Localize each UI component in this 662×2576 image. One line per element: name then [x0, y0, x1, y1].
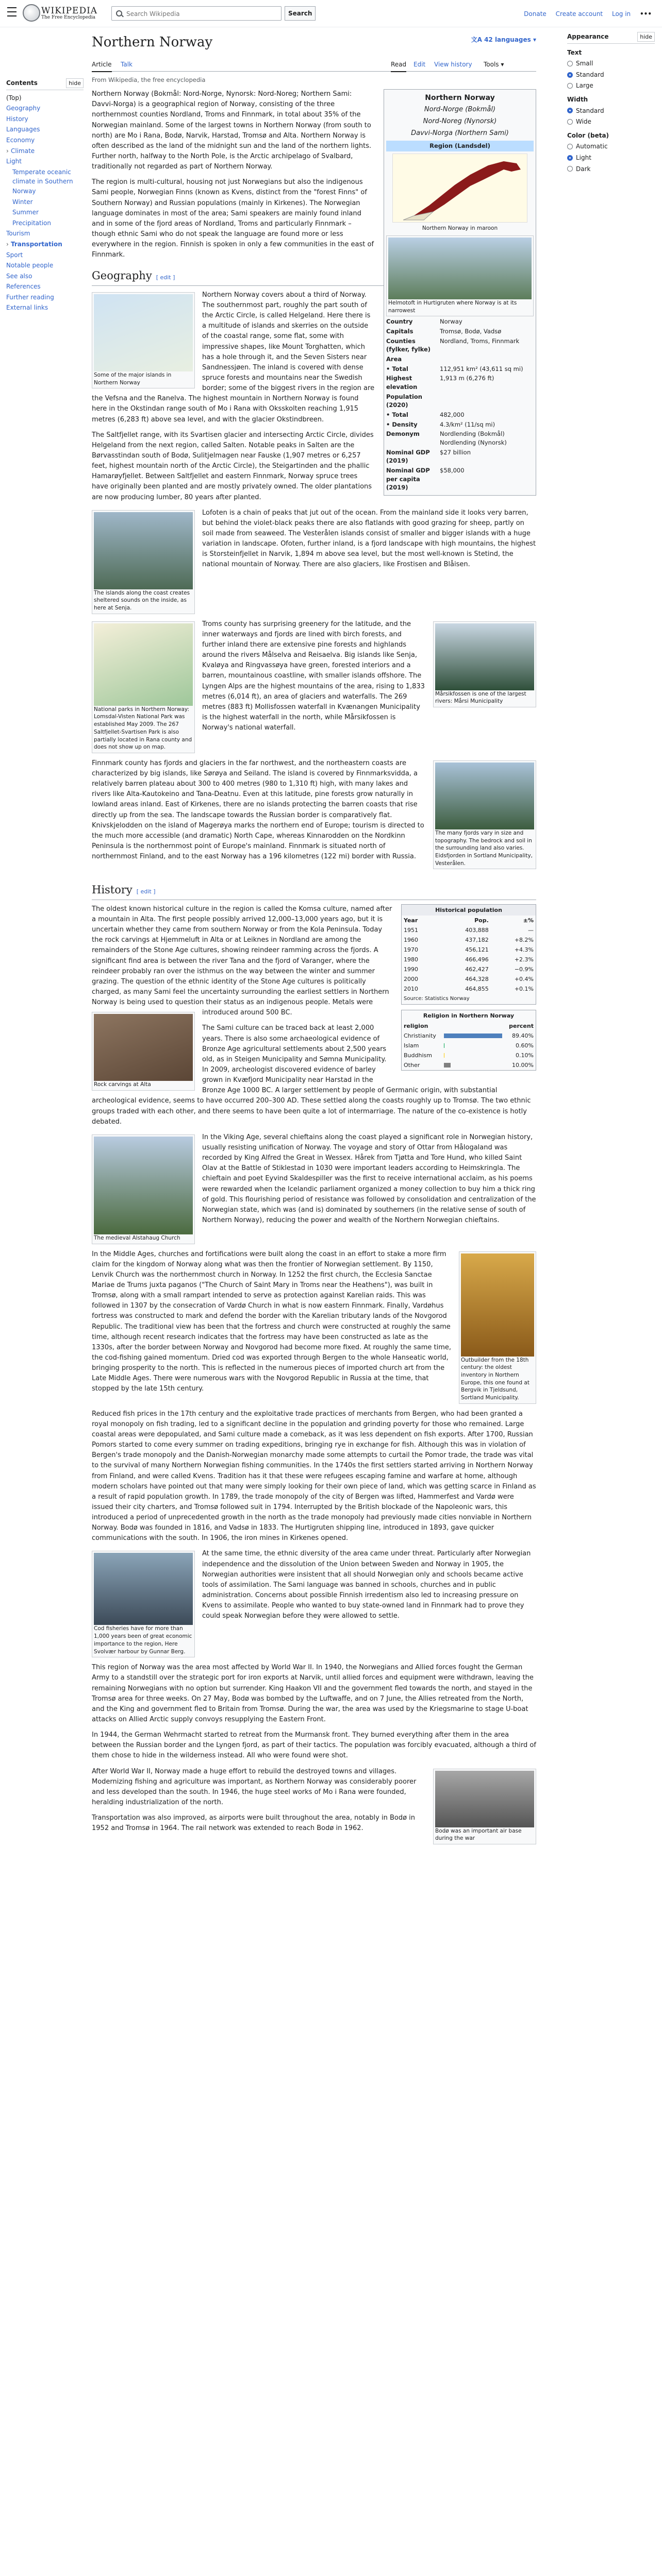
- population-row: [402, 945, 536, 955]
- main-menu-icon[interactable]: [7, 7, 16, 16]
- appearance-option[interactable]: [567, 117, 655, 127]
- infobox-key: Counties (fylker, fylke): [386, 337, 431, 353]
- infobox-title: Northern Norway: [425, 94, 495, 103]
- infobox-rows: [386, 317, 534, 492]
- appearance-option-label: Light: [576, 154, 591, 161]
- tab-article[interactable]: Article: [92, 60, 112, 72]
- infobox-key: Population (2020): [386, 393, 422, 409]
- population-row: [402, 935, 536, 945]
- infobox-row: [386, 466, 534, 492]
- history-paragraph-3: In the Viking Age, several chieftains along the coast played a significant role in Norwegian history, usually resisting unification of Norway. The voyage and story of Ottar from Hålogaland was recorded by King Alfred the Great in Wessex. Hårek from Tjøtta and Tore Hund, who killed Saint Olav at the Battle of Stiklestad in 1030 were important leaders according to Heimskringla. The chieftain and poet Eyvind Skaldespiller was the first to receive international acclaim, as his poems were rewarded when the Icelandic parliament organized a money collection to buy him a thick ring of gold. This flourishing period of resistance was followed by consolidation and centralization of the Norwegian state, which was (and is) dominated by southerners (in the relative sense of south of Northern Norway), reducing the power and wealth of the Northern Norwegian chieftains.: [202, 1133, 536, 1224]
- population-row: [402, 925, 536, 935]
- toc-item-label: Economy: [6, 136, 35, 144]
- wikipedia-globe-logo[interactable]: [23, 4, 40, 22]
- religion-percent: 10.00%: [512, 1062, 534, 1069]
- population-cell: 462,427: [465, 966, 489, 973]
- population-cell: +4.3%: [514, 946, 534, 954]
- geography-title: Geography: [92, 269, 152, 282]
- thumb-caption: National parks in Northern Norway: Lomsdal-Visten National Park was established May 2009. The 267 Saltfjellet-Svartisen Park is also partially located in Rana county and does not show up on map.: [94, 706, 192, 751]
- infobox-key: Area: [386, 355, 402, 363]
- population-row: [402, 974, 536, 984]
- population-cell: 1980: [404, 956, 418, 963]
- religion-name: Other: [404, 1062, 420, 1069]
- infobox-value: Nordland, Troms, Finnmark: [440, 337, 520, 345]
- infobox-key: Country: [386, 318, 413, 326]
- tools-label: Tools: [484, 61, 499, 69]
- toc-item[interactable]: [6, 135, 84, 145]
- toc-item[interactable]: [6, 293, 84, 302]
- religion-percent: 0.10%: [516, 1052, 534, 1059]
- appearance-panel: [567, 32, 655, 175]
- radio-icon[interactable]: [567, 166, 573, 172]
- appearance-option[interactable]: [567, 81, 655, 91]
- geography-paragraph-2: The Saltfjellet range, with its Svartisen glacier and intersecting Arctic Circle, divides Helgeland from the next region, called Salten. Notable peaks in Salten are the Børvasstindan south of Bodø, Sulitjelmagen near Fauske (1,907 metres or 6,257 feet, highest mountain north of the Arctic Circle), the Steigartinden and the phallic Hamarøyfjellet. Between Saltfjellet and eastern Finnmark, Norway spruce trees have originally been planted and are mostly privately owned. The older plantations are now producing lumber, 80 years after planted.: [92, 431, 374, 501]
- religion-name: Buddhism: [404, 1052, 432, 1059]
- toc-title: Contents: [6, 79, 38, 87]
- thumb-caption: Rock carvings at Alta: [94, 1081, 151, 1088]
- infobox-row: [386, 327, 534, 336]
- tab-tools[interactable]: Tools ▾: [484, 61, 504, 69]
- toc-item-label: Temperate oceanic climate in Southern Norway: [12, 168, 73, 195]
- appearance-option[interactable]: [567, 164, 655, 174]
- from-wikipedia: From Wikipedia, the free encyclopedia: [92, 76, 206, 84]
- toc-item-label: Summer: [12, 209, 39, 216]
- thumb-coast-islands[interactable]: [92, 510, 195, 614]
- personal-tools: [517, 9, 652, 19]
- population-col: ±%: [523, 917, 534, 924]
- toc-item-label: Winter: [12, 198, 33, 206]
- infobox-value: [440, 393, 534, 410]
- infobox-row: [386, 337, 534, 354]
- header: [0, 0, 662, 27]
- thumb-alstahaug-church[interactable]: [92, 1134, 195, 1244]
- toc-item[interactable]: [12, 197, 84, 207]
- religion-bar: [444, 1063, 451, 1067]
- thumb-fjords[interactable]: [433, 760, 536, 869]
- search-icon: [116, 10, 122, 16]
- tab-edit[interactable]: Edit: [413, 61, 426, 69]
- infobox-value: 112,951 km² (43,611 sq mi): [440, 365, 523, 372]
- population-cell: 1951: [404, 926, 418, 934]
- religion-row: [402, 1050, 536, 1060]
- appearance-option-label: Automatic: [576, 143, 608, 150]
- appearance-header: [567, 32, 655, 44]
- population-cell: 437,182: [465, 937, 489, 944]
- toc-item[interactable]: [12, 208, 84, 217]
- infobox-value: 482,000: [440, 411, 465, 418]
- infobox-value: 4.3/km² (11/sq mi): [440, 420, 495, 428]
- infobox-row: [386, 420, 534, 429]
- population-cell: +2.3%: [514, 956, 534, 963]
- radio-icon[interactable]: [567, 72, 573, 78]
- toc-item-label: Geography: [6, 105, 41, 112]
- infobox-key: • Total: [386, 365, 408, 372]
- toc-item[interactable]: [6, 146, 84, 156]
- section-heading-history: [92, 882, 536, 900]
- thumb-caption: The islands along the coast creates sheltered sounds on the inside, as here at Senja.: [94, 589, 190, 612]
- fjord-photo: [435, 762, 534, 829]
- religion-row: [402, 1041, 536, 1050]
- population-cell: −0.9%: [514, 966, 534, 973]
- tab-read[interactable]: Read: [391, 60, 406, 72]
- infobox-key: Nominal GDP (2019): [386, 448, 430, 465]
- search-input[interactable]: [125, 8, 277, 20]
- geography-paragraph-5: Finnmark county has fjords and glaciers in the far northwest, and the northeastern coasts are characterized by big islands, like Sørøya and Seiland. The island is covered by Finnmarksvidda, a relatively barren plateau about 300 to 400 metres (980 to 1,310 ft) high, with many lakes and rivers like Alta-Kautokeino and Tana-Deatnu. Even at this latitude, pine forests grow naturally in lowland areas inland. East of Kirkenes, there are no islands protecting the barren coasts that rise directly up from the sea. The landscape towards the Russian border is comparatively flat. Knivskjelodden on the island of Magerøya marks the northern end of Europe; tourism is directed to the much more accessible (and dramatic) North Cape, whereas Kinnarodden on the Nordkinn Peninsula is the northernmost point of Europe's mainland. Finnmark is situated north of northernmost Finland, and to the east Norway has a 196 kilometres (122 mi) border with Russia.: [92, 759, 424, 861]
- infobox-row: [386, 393, 534, 410]
- population-cell: 464,328: [465, 976, 489, 983]
- history-paragraph-4: In the Middle Ages, churches and fortifications were built along the coast in an effort to stake a more firm claim for the kingdom of Norway along what was then the frontier of Norwegian settlement. By 1150, Lenvik Church was the northernmost church in Norway. In 1252 the first church, the Ecclesia Sanctae Mariae de Trums juxta paganos ("The Church of Saint Mary in Troms near the Heathens"), was built in Tromsø, along with a small rampart intended to serve as protection against Karelian raids. This was followed in 1307 by the consecration of Vardø Church in what is now eastern Finnmark. Finally, Vardøhus fortress was constructed to mark and defend the border with the Karelian tributary lands of the Novgorod Republic. The traditional view has been that the fortress and church were constructed at roughly the same time, although recent research indicates that the fortress may have been constructed as late as the 1330s, after the border between Norway and Novgorod had become more fixed. At roughly the same time, the cod-fishing gained momentum. Dried cod was exported through Bergen to the whole Hanseatic world, bringing prosperity to the north. This is reflected in the numerous pieces of imported church art from the Late Middle Ages. There were numerous wars with the Novgorod Republic in Russia at the time, that stopped by the late 15th century.: [92, 1250, 451, 1393]
- toc-item-label: External links: [6, 304, 48, 312]
- toc-hide-button[interactable]: hide: [66, 78, 84, 88]
- tab-view-history[interactable]: View history: [434, 61, 472, 69]
- population-row: [402, 964, 536, 974]
- toc-item-label: Transportation: [11, 240, 62, 248]
- main-content: [92, 32, 536, 1850]
- toc-item-label: See also: [6, 272, 32, 280]
- toc-item[interactable]: [6, 282, 84, 292]
- appearance-option-label: Standard: [576, 71, 604, 78]
- coast-photo: [94, 512, 193, 589]
- infobox-row: [386, 374, 534, 391]
- toc-item[interactable]: [12, 167, 84, 196]
- region-map[interactable]: [392, 154, 527, 223]
- radio-icon[interactable]: [567, 144, 573, 149]
- infobox-value: Norway: [440, 318, 462, 326]
- toc-item[interactable]: [6, 272, 84, 281]
- thumb-bodo-airbase[interactable]: [433, 1769, 536, 1844]
- toc-item[interactable]: [6, 104, 84, 113]
- national-parks-map: [94, 623, 193, 706]
- thumb-major-islands[interactable]: [92, 292, 195, 388]
- thumb-cod-fisheries[interactable]: [92, 1551, 195, 1657]
- thumb-rock-carvings[interactable]: [92, 1012, 195, 1091]
- historical-population-table: [401, 904, 536, 1005]
- toc-item-label: Climate: [11, 147, 35, 155]
- religion-col: religion: [404, 1022, 428, 1029]
- thumb-caption: Mårsikfossen is one of the largest rivers: Mårsi Municipality: [435, 690, 526, 705]
- more-options-icon[interactable]: •••: [639, 10, 652, 18]
- thumb-caption: The medieval Alstahaug Church: [94, 1234, 180, 1241]
- toc-header: [6, 78, 84, 90]
- islands-map-image: [94, 294, 193, 371]
- language-button[interactable]: 文A 42 languages ▾: [471, 36, 536, 43]
- wikipedia-tagline: The Free Encyclopedia: [41, 15, 95, 20]
- population-source: Source: Statistics Norway: [404, 996, 470, 1002]
- appearance-option-label: Standard: [576, 107, 604, 114]
- appearance-groups: [567, 48, 655, 174]
- create-account-link[interactable]: Create account: [555, 10, 603, 18]
- population-cell: +0.4%: [514, 976, 534, 983]
- religion-row: [402, 1060, 536, 1070]
- infobox-value: Nordlending (Bokmål) Nordlending (Nynorsk): [440, 430, 507, 446]
- toc-item[interactable]: [6, 261, 84, 270]
- helmotoft-photo: [388, 238, 532, 299]
- infobox-key: Capitals: [386, 327, 413, 335]
- religion-col: percent: [509, 1022, 534, 1029]
- toc-item[interactable]: [6, 93, 84, 103]
- appearance-group-label: Color (beta): [567, 131, 609, 139]
- toc-item[interactable]: [6, 250, 84, 260]
- toc-item-label: Notable people: [6, 262, 54, 269]
- population-cell: 1970: [404, 946, 418, 954]
- infobox-key: • Density: [386, 420, 418, 428]
- search-box: [111, 6, 282, 21]
- map-caption: Northern Norway in maroon: [422, 225, 498, 231]
- population-cell: +8.2%: [514, 937, 534, 944]
- population-cell: 464,855: [465, 986, 489, 993]
- toc-item[interactable]: [6, 229, 84, 239]
- infobox-row: [386, 411, 534, 419]
- toc-item[interactable]: [12, 218, 84, 228]
- infobox-key: Highest elevation: [386, 375, 418, 391]
- appearance-group-label: Text: [567, 48, 582, 56]
- religion-bar: [444, 1033, 502, 1038]
- search-button[interactable]: Search: [285, 6, 316, 21]
- page-tabs: [92, 58, 536, 72]
- religion-title: Religion in Northern Norway: [423, 1012, 515, 1019]
- infobox-key: Nominal GDP per capita (2019): [386, 466, 430, 492]
- history-paragraph-2: The Sami culture can be traced back at least 2,000 years. There is also some archaeological evidence of Bronze Age agricultural settlements about 2,500 years old, as in Steigen Municipality and Sømna Municipality. In 2009, archeologist discovered evidence of barley grown in Kvæfjord Municipality near Harstad in the Bronze Age 1000 BC. A larger settlement by people of Germanic origin, with substantial archeological evidence, seems to have occurred 200–300 AD. These settled along the coasts roughly up to Tromsø. The two ethnic groups traded with each other, and there seems to have been quite a lot of intermarriage. The nature of the co-existence is hotly debated.: [92, 1024, 531, 1126]
- appearance-option-label: Large: [576, 82, 593, 90]
- geography-paragraph-3: Lofoten is a chain of peaks that jut out of the ocean. From the mainland side it looks very barren, but behind the violet-black peaks there are also flatlands with good grazing for sheep, partly on soil made from seaweed. The Vesterålen islands consist of smaller and bigger islands with a huge variation in landscape. Ofoten, further inland, is a fjord landscape with high mountains, the highest is Storsteinfjellet in Narvik, 1,894 m above sea level, but the most well-known is Stetind, the national mountain of Norway. There are also glaciers, like Frostisen and Blåisen.: [202, 509, 536, 569]
- infobox-value: 1,913 m (6,276 ft): [440, 375, 494, 382]
- history-title: History: [92, 884, 133, 896]
- infobox-name-sami: Davvi-Norga (Northern Sami): [411, 129, 509, 138]
- population-cell: 466,496: [465, 956, 489, 963]
- infobox-value: $58,000: [440, 466, 465, 474]
- region-map-svg: [393, 154, 526, 221]
- toc-item[interactable]: [6, 303, 84, 313]
- population-title: Historical population: [402, 905, 536, 916]
- infobox-key: • Total: [386, 411, 408, 418]
- population-cell: 1990: [404, 966, 418, 973]
- thumb-caption: Bodø was an important air base during the war: [435, 1827, 522, 1842]
- thumb-national-parks[interactable]: [92, 621, 195, 753]
- history-paragraph-1: The oldest known historical culture in the region is called the Komsa culture, named after a mountain in Alta. The first people possibly arrived 12,000–13,000 years ago, but it is uncertain whether they came from southern Norway or from the Kola Peninsula. Today the rock carvings at Hjemmeluft in Alta or at Leiknes in Nordland are among the remainders of the Stone Age cultures, showing reindeer ramming across the fjords. A significant find area is between the river Tana and the fjord of Varanger, where the reindeer probably ran over the isthmus on the way between the winter and summer grazing. The question of the ethnic identity of the Stone Age cultures is politically charged, as many Sami feel the uncertainty surrounding the earliest settlers in Northern Norway is being used to question their status as an indigenous people. Metals were introduced around 500 BC.: [92, 905, 392, 1017]
- appearance-option[interactable]: [567, 59, 655, 69]
- thumb-outbuilder[interactable]: [459, 1251, 536, 1404]
- table-of-contents: [6, 78, 84, 314]
- population-col: Pop.: [474, 917, 489, 924]
- population-row: [402, 984, 536, 994]
- helmotoft-caption: Helmotoft in Hurtigruten where Norway is at its narrowest: [388, 299, 517, 314]
- appearance-option[interactable]: [567, 70, 655, 80]
- radio-icon[interactable]: [567, 155, 573, 161]
- cod-fisheries-painting: [94, 1553, 193, 1625]
- toc-item-label: Sport: [6, 251, 23, 259]
- rock-carvings-photo: [94, 1014, 193, 1081]
- history-paragraph-8: In 1944, the German Wehrmacht started to retreat from the Murmansk front. They burned everything after them in the area between the Russian border and the Lyngen fjord, as part of their tactics. The population was forcibly evacuated, although a third of them chose to hide in the wilderness instead. All who were found were shot.: [92, 1731, 536, 1760]
- airbase-photo: [435, 1771, 534, 1827]
- religion-bar-track: [444, 1063, 509, 1067]
- infobox-name-bokmal: Nord-Norge (Bokmål): [424, 106, 496, 114]
- thumb-river[interactable]: [433, 621, 536, 707]
- intro-paragraph-2: The region is multi-cultural, housing not just Norwegians but also the indigenous Sami people, Norwegian Finns (known as Kvens, distinct from the "forest Finns" of Southern Norway) and Russian populations (mainly in Kirkenes). The Norwegian language dominates in most of the area; Sami speakers are mainly found inland and in some of the fjord areas of Nordland, Troms and particularly Finnmark – though ethnic Sami who do not speak the language are found more or less everywhere in the region. Finnish is spoken in only a few communities in the east of Finnmark.: [92, 178, 374, 259]
- northern-norway-shape: [413, 161, 521, 216]
- infobox-row: [386, 448, 534, 465]
- thumb-caption: The many fjords vary in size and topography. The bedrock and soil in the surrounding land also varies. Eidsfjorden in Sortland Municipality, Vesterålen.: [435, 829, 533, 867]
- toc-item-label: Further reading: [6, 293, 54, 301]
- thumb-caption: Some of the major islands in Northern Norway: [94, 371, 172, 386]
- geography-paragraph-4: Troms county has surprising greenery for the latitude, and the inner waterways and fjords are lined with birch forests, and further inland there are extensive pine forests and highlands around the rivers Målselva and Reisaelva. Big islands like Senja, Kvaløya and Ringvassøya have green, forested interiors and a barren, mountainous coastline, with smaller islands offshore. The Lyngen Alps are the highest mountains of the area, rising to 1,833 metres (6,014 ft), an area of glaciers and waterfalls. The 269 metres (883 ft) Mollisfossen waterfall in Kvænangen Municipality is the highest waterfall in the north, while Mårsikfossen is Norway's national waterfall.: [202, 620, 425, 732]
- toc-item-label: (Top): [6, 94, 22, 101]
- appearance-option[interactable]: [567, 142, 655, 151]
- infobox-row: [386, 430, 534, 447]
- appearance-option[interactable]: [567, 153, 655, 163]
- toc-item[interactable]: [6, 125, 84, 134]
- language-count: 42 languages: [484, 36, 531, 43]
- toc-expand-icon[interactable]: ›: [6, 240, 9, 248]
- toc-item-label: Languages: [6, 126, 40, 133]
- population-cell: +0.1%: [514, 986, 534, 993]
- infobox: [384, 89, 536, 496]
- toc-item[interactable]: [6, 240, 84, 249]
- population-cell: 456,121: [465, 946, 489, 954]
- radio-icon[interactable]: [567, 108, 573, 113]
- toc-item-label: History: [6, 115, 28, 123]
- intro-paragraph-1: Northern Norway (Bokmål: Nord-Norge, Nynorsk: Nord-Noreg; Northern Sami: Davvi-Norga) is a geographical region of Norway, consisting of the three northernmost counties Nordland, Troms and Finnmark, in total about 35% of the Norwegian mainland. Some of the largest towns in Northern Norway (from south to north) are Mo i Rana, Bodø, Narvik, Harstad, Tromsø and Alta. Northern Norway is often described as the land of the midnight sun and the land of the northern lights. Further north, halfway to the North Pole, is the Arctic archipelago of Svalbard, traditionally not regarded as part of Northern Norway.: [92, 90, 372, 171]
- population-cell: 1960: [404, 937, 418, 944]
- population-cell: 403,888: [465, 926, 489, 934]
- toc-item[interactable]: [6, 114, 84, 124]
- appearance-hide-button[interactable]: hide: [637, 32, 655, 42]
- infobox-value: Tromsø, Bodø, Vadsø: [440, 327, 502, 335]
- tab-talk[interactable]: Talk: [121, 61, 133, 69]
- log-in-link[interactable]: Log in: [611, 10, 631, 18]
- population-cell: 2010: [404, 986, 418, 993]
- religion-table: [401, 1010, 536, 1071]
- thumb-caption: Cod fisheries have for more than 1,000 years been of great economic importance to the region, Here Svolvær harbour by Gunnar Berg.: [94, 1625, 192, 1655]
- history-paragraph-7: This region of Norway was the area most affected by World War II. In 1940, the Norwegians and Allied forces fought the German Army to a standstill over the strategic port for iron exports at Narvik, until allied forces and equipment were withdrawn, leaving the remaining Norwegians with no option but surrender. King Haakon VII and the government fled towards the north, and stayed in the Tromsø area for three weeks. On 27 May, Bodø was bombed by the Luftwaffe, and on 7 June, the Allies retreated from the North, and the King and government fled to Britain from Tromsø. During the war, the area was used by the Kriegsmarine to stage U-boat attacks on Allied Arctic supply convoys resupplying the Eastern Front.: [92, 1664, 534, 1723]
- infobox-value: $27 billion: [440, 448, 471, 456]
- toc-expand-icon[interactable]: ›: [6, 147, 9, 155]
- page-title: Northern Norway: [92, 35, 213, 50]
- toc-item-label: Light: [6, 158, 22, 165]
- geography-paragraph-1: Northern Norway covers about a third of Norway. The southernmost part, roughly the part south of the Arctic Circle, is called Helgeland. Here there is a multitude of islands and skerries on the outside of the coastal range, some flat, some with impressive shapes, like Mount Torghatten, which has a hole through it, and the Seven Sisters near Sandnessjøen. The inland is covered with dense spruce forests and mountains near the Swedish border; some of the biggest rivers in the region are the Vefsna and the Ranelva. The highest mountain in Northern Norway is found here in the Okstindan range south of Mo i Rana with Oksskolten reaching 1,915 metres (6,283 ft) above sea level, and with the glacier Okstindbreen.: [92, 291, 375, 423]
- appearance-option-label: Dark: [576, 165, 591, 173]
- religion-percent: 89.40%: [512, 1032, 534, 1039]
- history-paragraph-5: Reduced fish prices in the 17th century and the exploitative trade practices of merchants from Bergen, who had been granted a royal monopoly on fish trading, led to a significant decline in the population and grinding poverty for those who remained. Large coastal areas were depopulated, and Sami culture made a comeback, as it was less dependent on fish exports. After 1700, Russian Pomors started to come every summer on trading expeditions, bringing rye in exchange for fish. Although this was in violation of Bergen's trade monopoly and the Danish-Norwegian monarchy made some attempts to curtail the Pomor trade, the trade was vital to the survival of many Northern Norwegian fishing communities. In the 1740s the first settlers started arriving in Northern Norway from Finland, and were called Kvens. Tradition has it that these were refugees escaping famine and warfare at home, although modern scholars have pointed out that many were simply looking for their own piece of land, which was getting scarce in Finland as a result of rapid population growth. In 1789, the trade monopoly of the city of Bergen was lifted, Hammerfest and Vardø were issued their city charters, and Tromsø followed suit in 1794. Interrupted by the British blockade of the Napoleonic wars, this introduced a period of unprecedented growth in the north as the trade monopoly had previously made cities nonviable in Northern Norway. Bodø was founded in 1816, and Vadsø in 1833. The Hurtigruten shipping line, introduced in 1893, gave quicker communications with the south. In 1906, the iron mines in Kirkenes opened.: [92, 1410, 536, 1543]
- edit-history-link[interactable]: [ edit ]: [136, 888, 156, 895]
- religion-bar-track: [444, 1053, 509, 1058]
- religion-bar-track: [444, 1033, 509, 1038]
- appearance-title: Appearance: [567, 33, 609, 40]
- infobox-value: [440, 355, 534, 364]
- church-photo: [94, 1137, 193, 1234]
- radio-icon[interactable]: [567, 83, 573, 89]
- infobox-name-nynorsk: Nord-Noreg (Nynorsk): [423, 117, 497, 126]
- thumb-helmotoft[interactable]: [386, 235, 534, 316]
- river-photo: [435, 623, 534, 690]
- appearance-option[interactable]: [567, 106, 655, 116]
- radio-icon[interactable]: [567, 119, 573, 125]
- religion-name: Islam: [404, 1042, 419, 1049]
- population-row: [402, 955, 536, 964]
- history-paragraph-10: Transportation was also improved, as airports were built throughout the area, notably in Bodø in 1952 and Tromsø in 1964. The rail network was extended to reach Bodø in 1962.: [92, 1814, 416, 1833]
- outbuilder-image: [461, 1253, 534, 1357]
- history-paragraph-9: After World War II, Norway made a huge effort to rebuild the destroyed towns and villages. Modernizing fishing and agriculture was important, as Northern Norway was considerably poorer and less developed than the south. In 1946, the huge steel works of Mo i Rana were founded, heralding industrialization of the north.: [92, 1767, 417, 1806]
- infobox-type-band: Region (Landsdel): [386, 141, 534, 151]
- infobox-row: [386, 317, 534, 326]
- infobox-row: [386, 355, 534, 364]
- religion-row: [402, 1031, 536, 1041]
- edit-geography-link[interactable]: [ edit ]: [156, 274, 175, 281]
- infobox-row: [386, 365, 534, 374]
- population-col: Year: [404, 917, 418, 924]
- wikipedia-wordmark[interactable]: WIKIPEDIA: [41, 6, 98, 16]
- appearance-group-label: Width: [567, 95, 588, 103]
- radio-icon[interactable]: [567, 61, 573, 66]
- religion-percent: 0.60%: [516, 1042, 534, 1049]
- donate-link[interactable]: Donate: [524, 10, 547, 18]
- toc-item-label: Precipitation: [12, 219, 52, 227]
- population-cell: 2000: [404, 976, 418, 983]
- religion-bar-track: [444, 1043, 509, 1048]
- history-paragraph-6: At the same time, the ethnic diversity of the area came under threat. Particularly after Norwegian independence and the dissolution of the Union between Sweden and Norway in 1905, the Norwegian authorities were insistent that all should Norwegian only and schools became active tools of assimilation. The Sami language was banned in schools, churches and in public administration. Concerns about possible Finnish irredentism also led to increasing pressure on Kvens to assimilate. People who wanted to buy state-owned land in Finnmark had to prove they could speak Norwegian before they were allowed to settle.: [202, 1550, 531, 1620]
- population-cell: —: [528, 926, 534, 934]
- toc-item-label: References: [6, 283, 41, 291]
- toc-list: [6, 93, 84, 313]
- infobox-key: Demonym: [386, 430, 420, 438]
- toc-item-label: Tourism: [6, 230, 30, 238]
- appearance-option-label: Small: [576, 60, 593, 67]
- religion-name: Christianity: [404, 1032, 436, 1039]
- toc-item[interactable]: [6, 157, 84, 166]
- appearance-option-label: Wide: [576, 118, 591, 126]
- thumb-caption: Outbuilder from the 18th century: the oldest inventory in Northern Europe, this one found at Bergvik in Tjeldsund, Sortland Municipality.: [461, 1357, 529, 1401]
